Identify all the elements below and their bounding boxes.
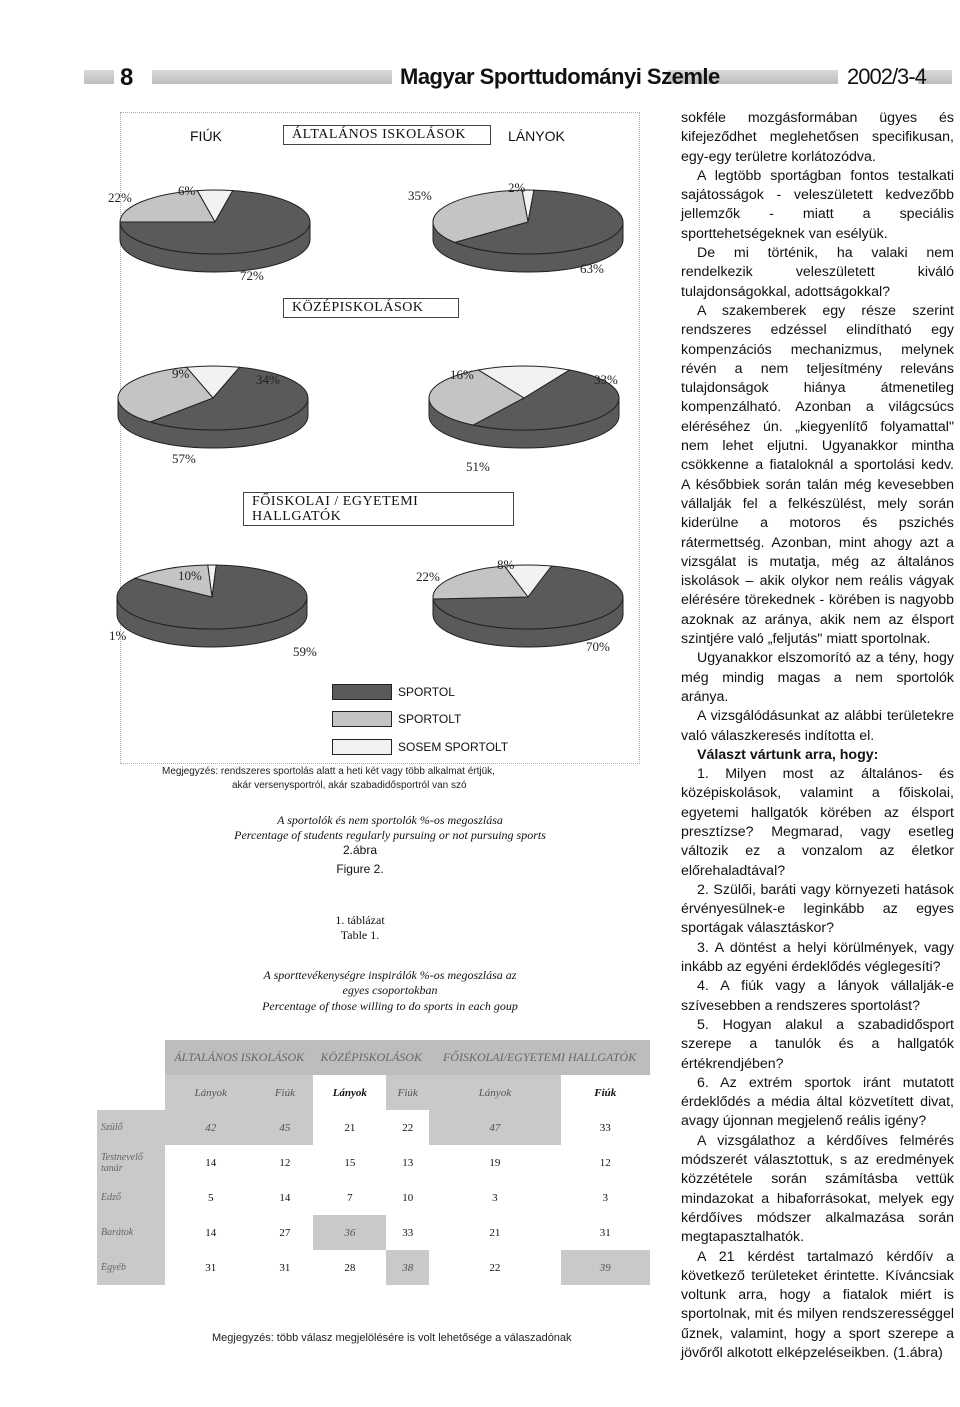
issue-number: 2002/3-4 (847, 64, 926, 89)
question: 6. Az extrém sportok iránt mutatott érdeklődés a média által közvetített divat, avagy újonnan megjelenő reális igény? (681, 1074, 954, 1130)
table-cell: 42 (165, 1110, 256, 1145)
legend-item (332, 711, 461, 727)
figure-note-line1: Megjegyzés: rendszeres sportolás alatt a heti két vagy több alkalmat értjük, (162, 766, 495, 777)
table-cell: 38 (386, 1250, 429, 1285)
legend-item (332, 684, 455, 700)
table-row (97, 1110, 650, 1145)
table-cell: 28 (344, 1261, 356, 1274)
table-row (97, 1215, 650, 1250)
legend-label: SPORTOLT (398, 712, 462, 726)
sub-header: Lányok (429, 1075, 560, 1110)
table-cell: 21 (344, 1121, 356, 1134)
legend-label: SPORTOL (398, 685, 455, 699)
pie-label: 33% (594, 372, 618, 387)
paragraph-heading: Választ vártunk arra, hogy: (697, 746, 879, 763)
paragraph: A 21 kérdést tartalmazó kérdőív a következő területeket érintette. Kíváncsiak voltunk arra, hogy a fiatalok miért is sportolnak, mit és milyen rendszerességgel űznek, valamint, hogy a sport szerepe a jövőről alkotott elképzeléseikben. (1.ábra) (681, 1248, 954, 1361)
table-corner (97, 1075, 165, 1110)
table-row (97, 1145, 650, 1180)
row-label: Barátok (97, 1215, 165, 1250)
pie-label: 8% (497, 557, 515, 572)
page-number: 8 (120, 64, 134, 91)
table-title-hu-line2: egyes csoportokban (342, 983, 438, 997)
legend-swatch (332, 684, 392, 700)
sub-header: Fiúk (594, 1086, 617, 1099)
table-cell: 3 (492, 1191, 498, 1204)
table-number-hu: 1. táblázat (335, 913, 385, 927)
data-table (97, 1040, 650, 1285)
table-cell: 31 (205, 1261, 217, 1274)
pie-label: 22% (108, 190, 132, 205)
paragraph: A szakemberek egy része szerint rendszeres edzéssel elindítható egy kompenzációs mechanizmus, melynek révén a nem teljesítmény releváns tulajdonságok hiánya átmenetileg kompenzálható. Azonban a világcsúcs eléréséhez ún. „kiegyenlítő folyamattal" nem lehet eljutni. Ugyanakkor mintha csökkenne a fiataloknál a sportolási kedv. A későbbiek során talán még kevesebben vállalják fel a felkészülést, mely során kiderülne a motoros és pszichés rátermettség. Azonban, mint ahogy azt a vizsgálat is mutatja, még az általános iskolások – akik olykor nem reális vágyak elérésére törekednek - körében is nagyobb azoknak az aránya, akik nem az élsport szintjére való „feljutás" miatt sportolnak. (681, 302, 954, 648)
table-cell: 5 (207, 1191, 214, 1204)
section-title-secondary: KÖZÉPISKOLÁSOK (283, 298, 459, 318)
table-note: Megjegyzés: több válasz megjelölésére is volt lehetősége a válaszadónak (212, 1332, 572, 1344)
table-number-en: Table 1. (340, 928, 380, 942)
table-cell: 45 (256, 1110, 313, 1145)
table-cell: 39 (561, 1250, 650, 1285)
legend-label: SOSEM SPORTOLT (398, 740, 509, 754)
table-cell: 14 (279, 1191, 291, 1204)
table-cell: 22 (402, 1121, 414, 1134)
table-cell: 15 (344, 1156, 356, 1169)
table-row (97, 1250, 650, 1285)
question: 1. Milyen most az általános- és középiskolások, valamint a főiskolai, egyetemi hallgatók körében az élsport presztízse? Megmarad, vagy esetleg változik ez a vonzalom az életkor előrehaladtával? (681, 766, 954, 879)
pie-label: 34% (256, 372, 280, 387)
table-cell: 12 (279, 1156, 291, 1169)
table-cell: 33 (402, 1226, 414, 1239)
table-cell: 31 (599, 1226, 611, 1239)
boys-label: FIÚK (190, 128, 222, 144)
girls-label: LÁNYOK (508, 128, 565, 144)
table-cell: 33 (599, 1121, 611, 1134)
question: 3. A döntést a helyi körülmények, vagy inkább az egyéni érdeklődés véglegesíti? (681, 939, 954, 976)
table-cell: 13 (402, 1156, 414, 1169)
question: 4. A fiúk vagy a lányok vállalják-e szívesebben a rendszeres sportolást? (681, 978, 954, 1014)
group-header: KÖZÉPISKOLÁSOK (313, 1040, 429, 1075)
figure-note-line2: akár versenysportról, akár szabadidősportról van szó (232, 780, 467, 791)
journal-title: Magyar Sporttudományi Szemle (400, 64, 720, 89)
paragraph: sokféle mozgásformában ügyes és kifejeződhet meglehetősen specifikusan, egy-egy területre korlátozódva. (681, 110, 954, 165)
table-cell: 47 (429, 1110, 560, 1145)
paragraph: De mi történik, ha valaki nem rendelkezik veleszületett kiváló tulajdonságokkal, adottságokkal? (681, 245, 954, 300)
paragraph: Ugyanakkor elszomorító az a tény, hogy még mindig magas a nem sportolók aránya. (681, 650, 954, 705)
group-header: FŐISKOLAI/EGYETEMI HALLGATÓK (429, 1040, 650, 1075)
section-title-elementary: ÁLTALÁNOS ISKOLÁSOK (283, 125, 491, 145)
table-cell: 19 (489, 1156, 501, 1169)
figure-number-hu: 2.ábra (342, 843, 378, 857)
section-title-university (243, 492, 514, 526)
pie-label: 10% (178, 568, 202, 583)
table-title-hu-line1: A sporttevékenységre inspirálók %-os megoszlása az (263, 968, 517, 982)
table-cell: 14 (205, 1156, 217, 1169)
table-cell: 12 (599, 1156, 611, 1169)
figure-caption-en: Percentage of students regularly pursuing or not pursuing sports (234, 828, 546, 842)
section-title-university-line1: FŐISKOLAI / EGYETEMI (252, 494, 419, 509)
pie-label: 6% (178, 183, 196, 198)
row-label: Egyéb (97, 1250, 165, 1285)
sub-header: Lányok (165, 1075, 256, 1110)
table-cell: 31 (279, 1261, 291, 1274)
pie-label: 1% (109, 628, 127, 643)
row-label: Szülő (97, 1110, 165, 1145)
group-header: ÁLTALÁNOS ISKOLÁSOK (165, 1040, 313, 1075)
table-cell: 27 (279, 1226, 291, 1239)
pie-label: 51% (466, 459, 490, 474)
pie-label: 16% (450, 367, 474, 382)
table-cell: 7 (347, 1191, 353, 1204)
pie-label: 70% (586, 639, 610, 654)
table-row (97, 1180, 650, 1215)
sub-header: Fiúk (386, 1075, 429, 1110)
question: 2. Szülői, baráti vagy környezeti hatások érvényesülnek-e leginkább az egyes sportágak választáskor? (681, 881, 954, 937)
table-cell: 36 (313, 1215, 386, 1250)
paragraph: A legtöbb sportágban fontos testalkati sajátosságok - veleszületett kedvezőbb jellemzők - miatt a speciális sporttehetségeknek van esélyük. (681, 167, 954, 242)
table-cell: 3 (602, 1191, 609, 1204)
paragraph: A vizsgálathoz a kérdőíves felmérés módszerét választottuk, s az eredmények közzététele során számításba vettük mindazokat a hibaforrásokat, melyek egy kérdőíves módszer alkalmazása során megtapasztalhatók. (681, 1132, 954, 1246)
table-cell: 10 (402, 1191, 414, 1204)
pie-label: 35% (408, 188, 432, 203)
table-cell: 14 (205, 1226, 217, 1239)
pie-label: 9% (172, 366, 190, 381)
sub-header: Lányok (332, 1086, 367, 1099)
figure-caption-hu: A sportolók és nem sportolók %-os megoszlása (277, 813, 503, 827)
legend-item (332, 739, 508, 755)
pie-label: 57% (172, 451, 196, 466)
legend-swatch (332, 739, 392, 755)
figure-number-en: Figure 2. (336, 862, 384, 876)
sub-header: Fiúk (256, 1075, 313, 1110)
pie-label: 72% (240, 268, 264, 283)
pie-label: 2% (508, 180, 526, 195)
table-corner (97, 1040, 165, 1075)
row-label: Testnevelő tanár (97, 1145, 165, 1180)
body-text-column (681, 109, 954, 1363)
pie-label: 59% (293, 644, 317, 659)
legend-swatch (332, 711, 392, 727)
table-cell: 21 (489, 1226, 501, 1239)
pie-label: 63% (580, 261, 604, 276)
table-cell: 22 (489, 1261, 501, 1274)
row-label: Edző (97, 1180, 165, 1215)
table-title-en: Percentage of those willing to do sports in each goup (262, 999, 518, 1013)
question: 5. Hogyan alakul a szabadidősport szerepe a tanulók és a hallgatók értékrendjében? (681, 1016, 954, 1072)
pie-label: 22% (416, 569, 440, 584)
paragraph: A vizsgálódásunkat az alábbi területekre való válaszkeresés indította el. (681, 708, 954, 744)
section-title-university-line2: HALLGATÓK (252, 509, 342, 524)
